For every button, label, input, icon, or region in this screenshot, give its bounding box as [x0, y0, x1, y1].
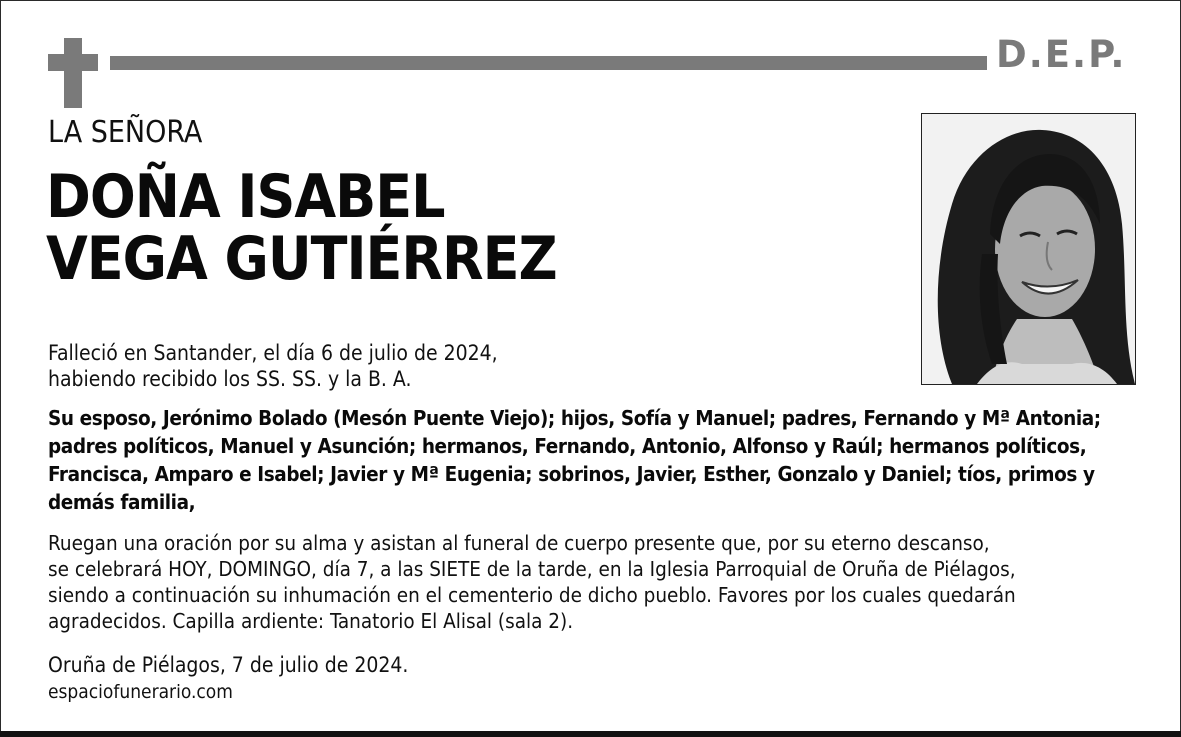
funeral-line: Ruegan una oración por su alma y asistan al funeral de cuerpo presente que, por su eterno descanso, [48, 531, 990, 555]
funeral-notice [48, 530, 1148, 634]
deceased-name-line2: VEGA GUTIÉRREZ [46, 224, 557, 294]
portrait-illustration [922, 114, 1135, 384]
death-notice [48, 340, 498, 392]
deceased-prefix: LA SEÑORA [48, 115, 203, 150]
funeral-line: agradecidos. Capilla ardiente: Tanatorio El Alisal (sala 2). [48, 609, 574, 633]
cross-horizontal-bar [48, 54, 98, 71]
deceased-name-line1: DOÑA ISABEL [46, 162, 445, 232]
website-text: espaciofunerario.com [48, 681, 233, 703]
header-rule [110, 56, 987, 70]
death-notice-line2: habiendo recibido los SS. SS. y la B. A. [48, 367, 412, 391]
bottom-border [0, 731, 1181, 737]
funeral-line: se celebrará HOY, DOMINGO, día 7, a las SIETE de la tarde, en la Iglesia Parroquial de Oruña de Piélagos, [48, 557, 1016, 581]
family-list: Su esposo, Jerónimo Bolado (Mesón Puente Viejo); hijos, Sofía y Manuel; padres, Fernando y Mª Antonia; padres políticos, Manuel y Asunción; hermanos, Fernando, Antonio, Alfonso y Raúl; hermanos políticos, Francisca, Amparo e Isabel; Javier y Mª Eugenia; sobrinos, Javier, Esther, Gonzalo y Daniel; tíos, primos y demás familia, [48, 406, 1101, 514]
funeral-line: siendo a continuación su inhumación en el cementerio de dicho pueblo. Favores por los cuales quedarán [48, 583, 1016, 607]
deceased-name [46, 162, 557, 294]
portrait-photo [921, 113, 1136, 385]
place-date: Oruña de Piélagos, 7 de julio de 2024. [48, 653, 409, 677]
cross-vertical-bar [64, 38, 82, 108]
dep-label: D.E.P. [996, 33, 1127, 76]
death-notice-line1: Falleció en Santander, el día 6 de julio de 2024, [48, 341, 498, 365]
